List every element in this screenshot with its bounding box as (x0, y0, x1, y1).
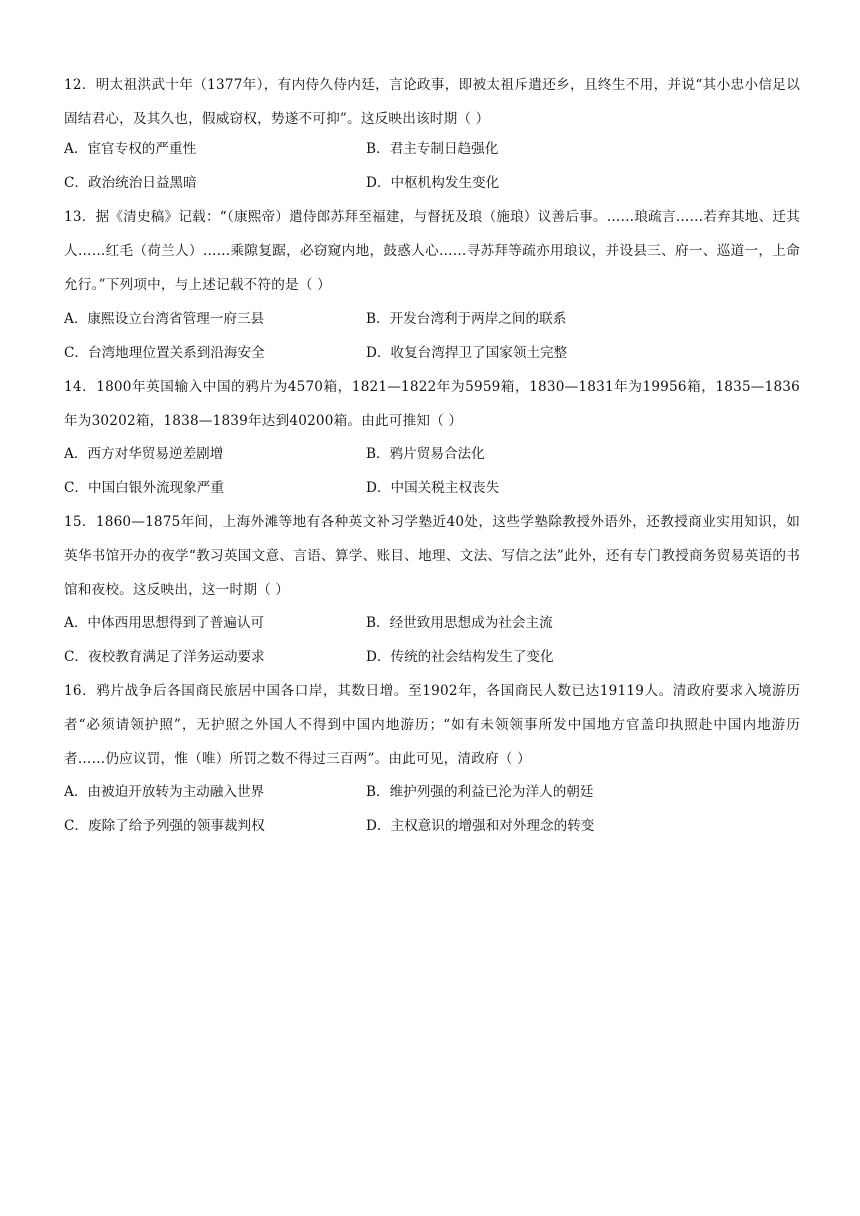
question-12-option-d[interactable]: D．中枢机构发生变化 (366, 175, 500, 191)
question-15-stem (64, 505, 800, 607)
question-16-options (64, 775, 800, 843)
question-14-stem (64, 370, 800, 438)
question-16-option-a[interactable]: A．由被迫开放转为主动融入世界 (64, 784, 265, 800)
question-13-stem (64, 200, 800, 302)
question-13-option-a[interactable]: A．康熙设立台湾省管理一府三县 (64, 311, 265, 327)
question-16-stem (64, 674, 800, 776)
question-15-option-d[interactable]: D．传统的社会结构发生了变化 (366, 649, 554, 665)
question-14-option-a[interactable]: A．西方对华贸易逆差剧增 (64, 446, 224, 462)
question-16-text: 16．鸦片战争后各国商民旅居中国各口岸，其数日增。至1902年，各国商民人数已达19119人。清政府要求入境游历者“必须请领护照”，无护照之外国人不得到中国内地游历；“如有未领领事所发中国地方官盖印执照赴中国内地游历者……仍应议罚，惟（唯）所罚之数不得过三百两”。由此可见，清政府（ ） (64, 683, 800, 767)
question-13-option-b[interactable]: B．开发台湾利于两岸之间的联系 (366, 311, 567, 327)
question-15-option-a[interactable]: A．中体西用思想得到了普遍认可 (64, 615, 265, 631)
question-15-text: 15．1860—1875年间，上海外滩等地有各种英文补习学塾近40处，这些学塾除教授外语外，还教授商业实用知识，如英华书馆开办的夜学“教习英国文意、言语、算学、账目、地理、文法、写信之法”此外，还有专门教授商务贸易英语的书馆和夜校。这反映出，这一时期（ ） (64, 514, 800, 598)
question-16-option-d[interactable]: D．主权意识的增强和对外理念的转变 (366, 818, 595, 834)
question-14-text: 14．1800年英国输入中国的鸦片为4570箱，1821—1822年为5959箱，1830—1831年为19956箱，1835—1836年为30202箱，1838—1839年达到40200箱。由此可推知（ ） (64, 379, 800, 429)
question-12-stem (64, 68, 800, 136)
question-16-option-c[interactable]: C．废除了给予列强的领事裁判权 (64, 818, 265, 834)
question-15-option-b[interactable]: B．经世致用思想成为社会主流 (366, 615, 553, 631)
question-14-option-c[interactable]: C．中国白银外流现象严重 (64, 480, 224, 496)
question-14-option-b[interactable]: B．鸦片贸易合法化 (366, 446, 485, 462)
question-14-options (64, 437, 800, 505)
question-12-options (64, 132, 800, 200)
question-13-option-d[interactable]: D．收复台湾捍卫了国家领土完整 (366, 345, 568, 361)
question-14-option-d[interactable]: D．中国关税主权丧失 (366, 480, 500, 496)
question-13-text: 13．据《清史稿》记载：“（康熙帝）遣侍郎苏拜至福建，与督抚及琅（施琅）议善后事。……琅疏言……若弃其地、迁其人……红毛（荷兰人）……乘隙复踞，必窃窥内地，鼓惑人心……寻苏拜等疏亦用琅议，并设县三、府一、巡道一，上命允行。”下列项中，与上述记载不符的是（ ） (64, 209, 800, 293)
question-12-option-a[interactable]: A．宦官专权的严重性 (64, 141, 197, 157)
question-15-options (64, 606, 800, 674)
question-12-option-b[interactable]: B．君主专制日趋强化 (366, 141, 499, 157)
question-13-options (64, 302, 800, 370)
question-15-option-c[interactable]: C．夜校教育满足了洋务运动要求 (64, 649, 265, 665)
question-12-text: 12．明太祖洪武十年（1377年），有内侍久侍内廷，言论政事，即被太祖斥遣还乡，且终生不用，并说“其小忠小信足以固结君心，及其久也，假威窃权，势遂不可抑”。这反映出该时期（ ） (64, 77, 800, 127)
question-12-option-c[interactable]: C．政治统治日益黑暗 (64, 175, 197, 191)
question-13-option-c[interactable]: C．台湾地理位置关系到沿海安全 (64, 345, 265, 361)
question-16-option-b[interactable]: B．维护列强的利益已沦为洋人的朝廷 (366, 784, 594, 800)
